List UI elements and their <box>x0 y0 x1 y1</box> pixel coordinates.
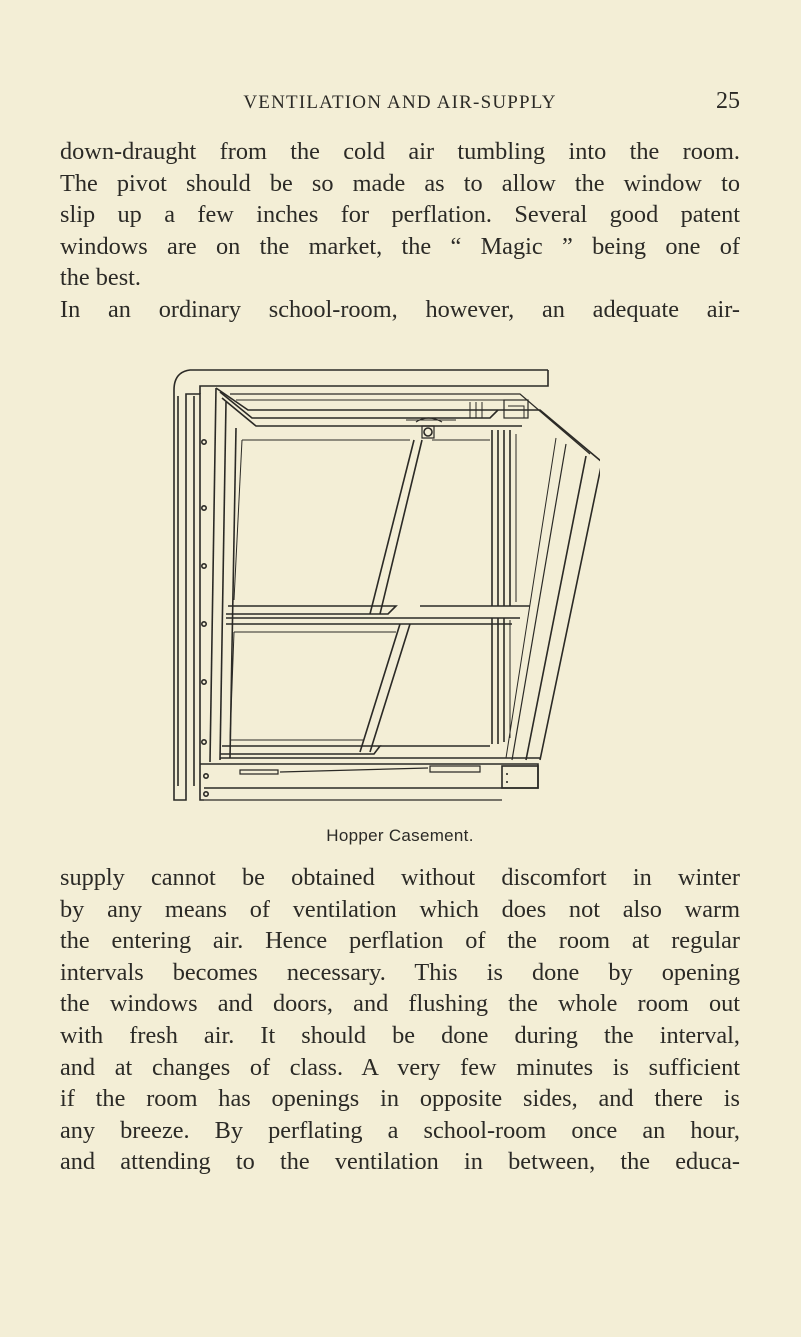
text-line: the entering air. Hence perflation of the room at regular <box>60 927 740 955</box>
paragraph-3 <box>60 862 740 1178</box>
paragraph-1 <box>60 136 740 294</box>
figure-caption: Hopper Casement. <box>326 826 474 845</box>
text-line: by any means of ventilation which does not also warm <box>60 895 740 923</box>
text-line: the windows and doors, and flushing the whole room out <box>60 990 740 1018</box>
paragraph-2 <box>60 294 740 326</box>
text-line: with fresh air. It should be done during the interval, <box>60 1021 740 1049</box>
text-line: windows are on the market, the “ Magic ” being one of <box>60 232 740 260</box>
running-head: VENTILATION AND AIR-SUPPLY <box>243 92 557 113</box>
page-number: 25 <box>716 88 740 114</box>
text-line: slip up a few inches for perflation. Several good patent <box>60 201 740 229</box>
text-line: any breeze. By perflating a school-room once an hour, <box>60 1116 740 1144</box>
text-line: the best. <box>60 264 141 292</box>
hopper-casement-illustration <box>160 362 600 822</box>
hopper-casement-drawing <box>160 362 600 822</box>
text-line: and at changes of class. A very few minutes is sufficient <box>60 1053 740 1081</box>
page-header <box>60 88 740 118</box>
text-line: down-draught from the cold air tumbling into the room. <box>60 138 740 165</box>
text-line: The pivot should be so made as to allow the window to <box>60 169 740 197</box>
text-line: if the room has openings in opposite sides, and there is <box>60 1085 740 1113</box>
text-line: and attending to the ventilation in between, the educa- <box>60 1148 740 1176</box>
text-line: intervals becomes necessary. This is done by opening <box>60 958 740 986</box>
text-line: In an ordinary school-room, however, an adequate air- <box>60 296 740 323</box>
text-line: supply cannot be obtained without discomfort in winter <box>60 864 740 891</box>
